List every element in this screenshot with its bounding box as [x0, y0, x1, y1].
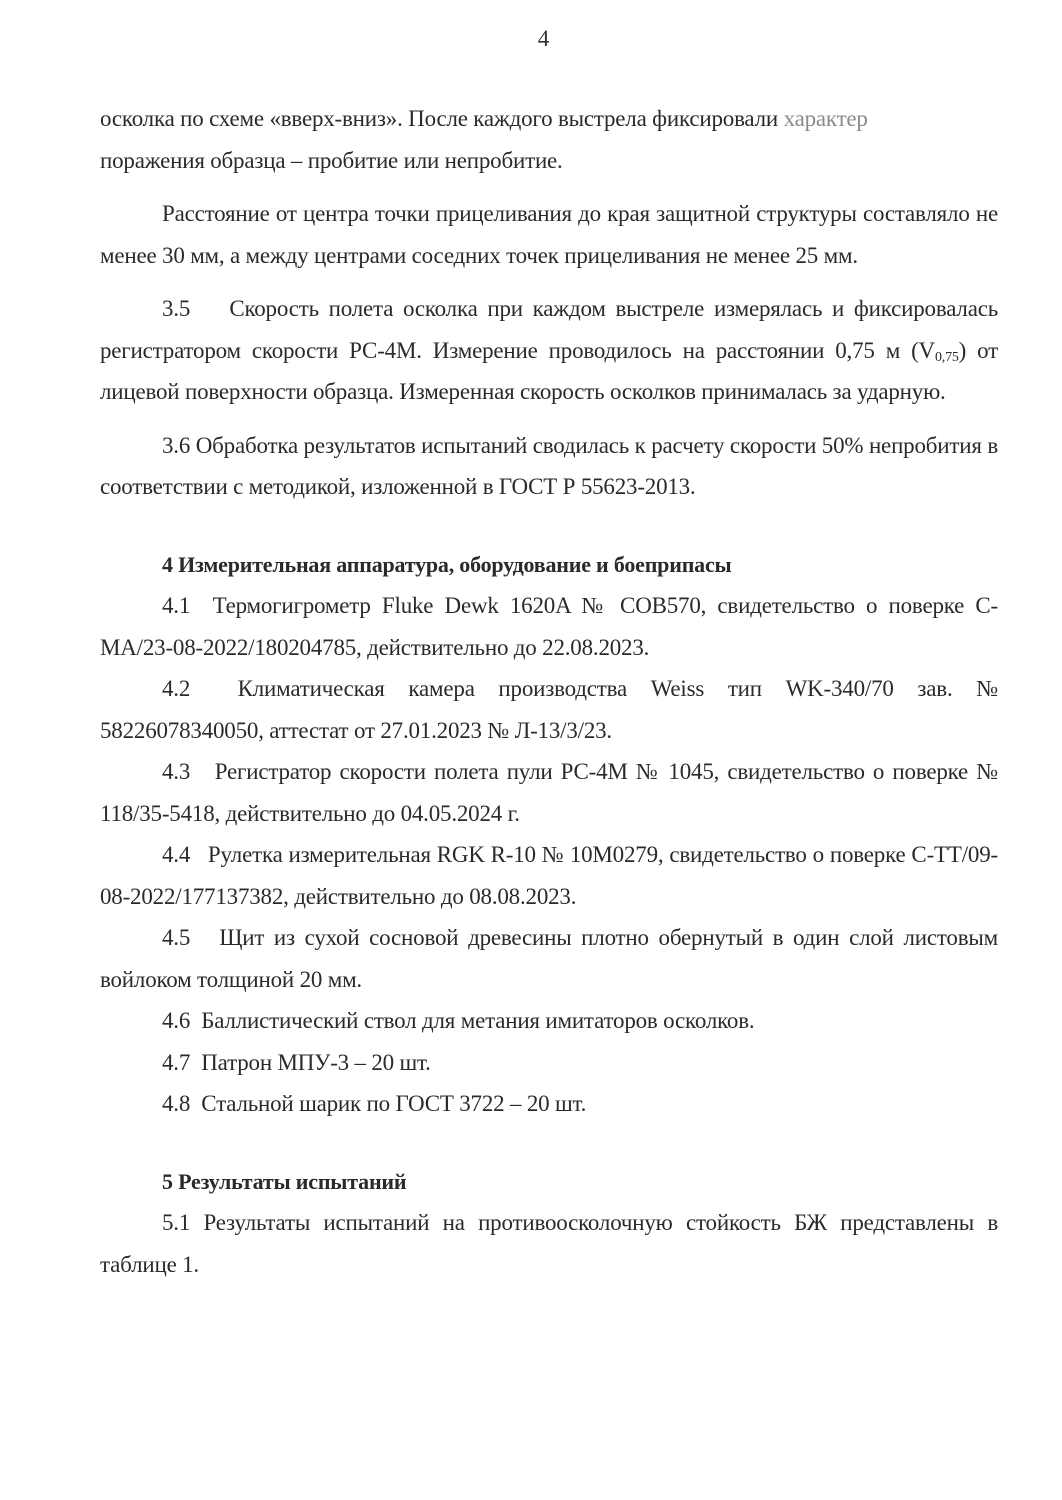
item-text: Патрон МПУ-3 – 20 шт.: [201, 1049, 431, 1075]
item-text: Щит из сухой сосновой древесины плотно обернутый в один слой листовым войлоком толщиной 20 мм.: [100, 925, 998, 992]
clause-text: Скорость полета осколка при каждом выстреле измерялась и фиксировалась регистратором скорости РС-4М. Измерение проводилось на расстоянии 0,75 м (V: [100, 296, 999, 363]
item-text: Регистратор скорости полета пули РС-4М № 1045, свидетельство о поверке № 118/35-5418, действительно до 04.05.2024 г.: [100, 759, 998, 826]
page-number: 4: [537, 26, 550, 51]
document-body: [100, 98, 998, 1285]
item-text: Баллистический ствол для метания имитаторов осколков.: [201, 1008, 755, 1033]
item-number: 4.7: [162, 1049, 191, 1075]
item-number: 4.4: [162, 842, 191, 867]
paragraph-text: осколка по схеме «вверх-вниз». После каждого выстрела фиксировали: [100, 106, 784, 131]
clause-number: 3.5: [162, 296, 191, 321]
item-text: Стальной шарик по ГОСТ 3722 – 20 шт.: [201, 1091, 587, 1116]
list-item-4-2: [100, 668, 998, 751]
list-item-4-5: [100, 917, 998, 1000]
item-number: 4.3: [162, 759, 191, 784]
paragraph-3-6: 3.6 Обработка результатов испытаний сводилась к расчету скорости 50% непробития в соответствии с методикой, изложенной в ГОСТ Р 55623-2013.: [100, 432, 998, 499]
paragraph-5-1: 5.1 Результаты испытаний на противоосколочную стойкость БЖ представлены в таблице 1.: [100, 1210, 998, 1277]
item-number: 4.5: [162, 925, 191, 950]
item-text: Термогигрометр Fluke Dewk 1620A № COB570, свидетельство о поверке С-МА/23-08-2022/180204785, действительно до 22.08.2023.: [100, 593, 998, 660]
paragraph-text-faded: характер: [783, 106, 868, 131]
paragraph-continuation: [100, 98, 998, 181]
paragraph-text: поражения образца – пробитие или непробитие.: [100, 147, 563, 173]
list-item-4-4: [100, 834, 998, 917]
list-item-4-1: [100, 585, 998, 668]
section-4-list: [100, 585, 998, 1125]
list-item-4-7: [100, 1042, 998, 1084]
item-text: Рулетка измерительная RGK R-10 № 10M0279, свидетельство о поверке С-ТТ/09-08-2022/177137382, действительно до 08.08.2023.: [100, 842, 998, 909]
paragraph-distance: Расстояние от центра точки прицеливания до края защитной структуры составляло не менее 30 мм, а между центрами соседних точек прицеливания не менее 25 мм.: [100, 201, 998, 268]
item-number: 4.1: [162, 593, 191, 618]
item-number: 4.6: [162, 1008, 191, 1033]
list-item-4-8: [100, 1083, 998, 1125]
subscript: 0,75: [934, 349, 959, 365]
item-number: 4.2: [162, 676, 191, 701]
paragraph-3-5: [100, 288, 998, 413]
item-text: Климатическая камера производства Weiss тип WK-340/70 зав. № 58226078340050, аттестат от 27.01.2023 № Л-13/3/23.: [100, 676, 998, 743]
list-item-4-3: [100, 751, 998, 834]
clause-text: ) от лицевой поверхности образца. Измеренная скорость осколков принималась за ударную.: [100, 337, 999, 404]
section-4-heading: 4 Измерительная аппаратура, оборудование и боеприпасы: [162, 551, 732, 577]
list-item-4-6: [100, 1000, 998, 1042]
item-number: 4.8: [162, 1091, 191, 1116]
section-5-heading: 5 Результаты испытаний: [162, 1168, 407, 1194]
